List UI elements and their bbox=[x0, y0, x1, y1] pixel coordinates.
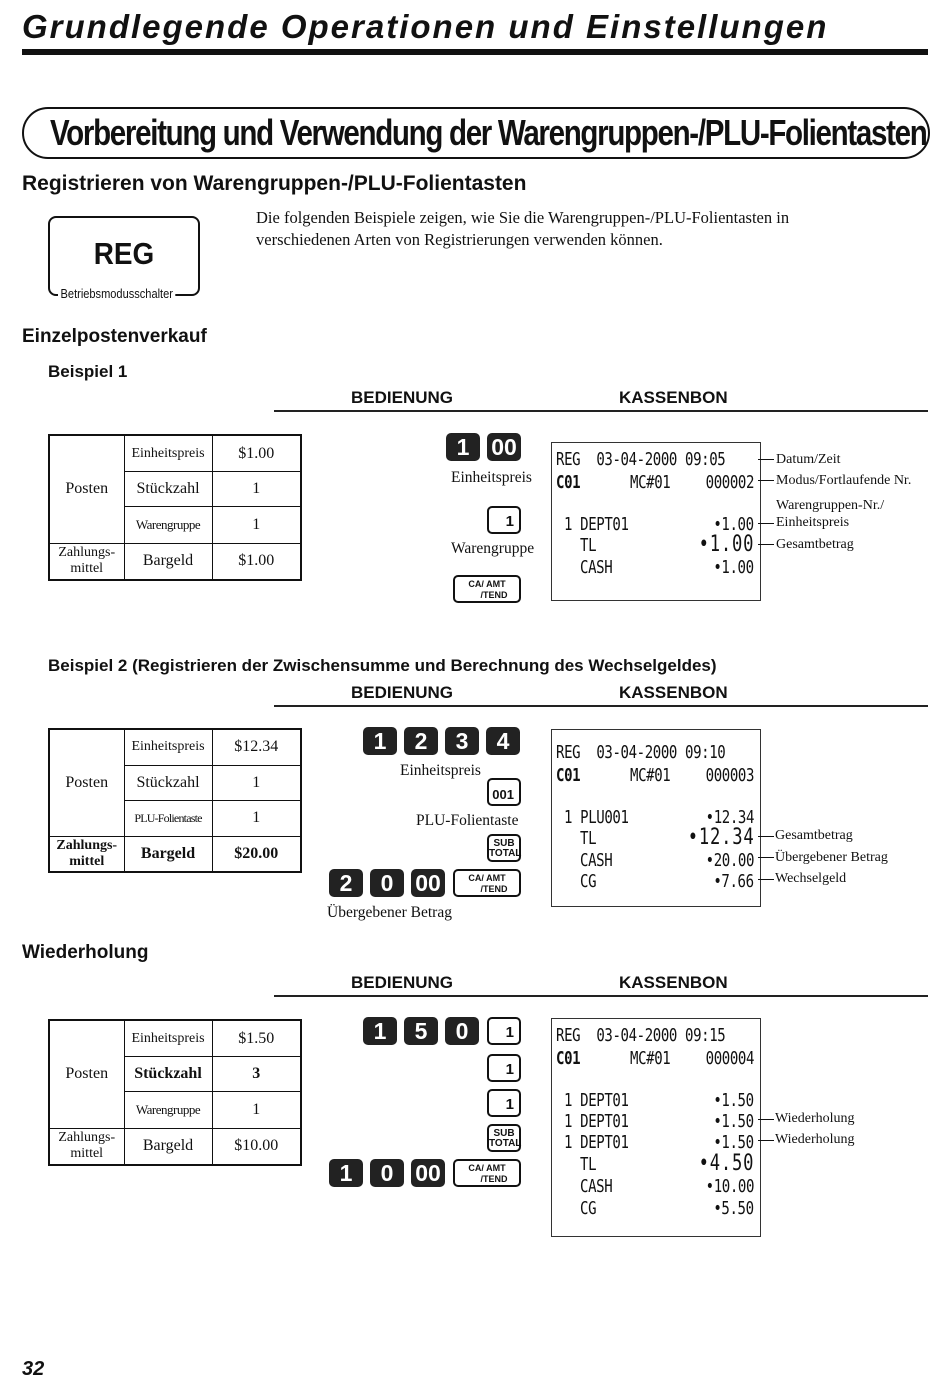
table-value: 1 bbox=[212, 1092, 301, 1129]
section-title: Registrieren von Warengruppen-/PLU-Folientasten bbox=[22, 172, 527, 195]
table-value: $1.00 bbox=[212, 543, 301, 580]
table-value: $10.00 bbox=[212, 1128, 301, 1165]
receipt-line-label: 1 DEPT01 bbox=[564, 1132, 629, 1153]
table-label: Stückzahl bbox=[124, 1057, 212, 1092]
receipt-line-amount: •5.50 bbox=[713, 1198, 754, 1219]
receipt-line-amount: •1.50 bbox=[713, 1132, 754, 1153]
annotation-repeat: Wiederholung bbox=[775, 1111, 855, 1126]
annotation-mode-consecutive: Modus/Fortlaufende Nr. bbox=[776, 473, 912, 488]
sub-key-top: SUB bbox=[493, 838, 515, 849]
cash-amount-tender-key[interactable] bbox=[453, 1159, 521, 1187]
receipt-consecutive-no: 000004 bbox=[705, 1048, 754, 1069]
receipt-consecutive-no: 000002 bbox=[705, 472, 754, 493]
receipt-line-label: TL bbox=[580, 828, 597, 849]
example2-input-table bbox=[48, 728, 302, 873]
annotation-leader bbox=[758, 1119, 774, 1120]
example3-operation-heading: BEDIENUNG bbox=[351, 973, 454, 992]
subheading-repetition: Wiederholung bbox=[22, 942, 149, 963]
tendered-label: Übergebener Betrag bbox=[327, 904, 452, 921]
table-label: Stückzahl bbox=[124, 765, 212, 800]
annotation-repeat: Wiederholung bbox=[775, 1132, 855, 1147]
table-value: 1 bbox=[212, 507, 301, 544]
receipt-consecutive-no: 000003 bbox=[705, 765, 754, 786]
annotation-unit-price: Einheitspreis bbox=[776, 515, 850, 530]
annotation-leader bbox=[758, 879, 774, 880]
mode-switch-label: REG bbox=[93, 236, 155, 271]
table-value: $20.00 bbox=[212, 836, 301, 872]
annotation-leader bbox=[758, 544, 774, 545]
receipt-line-label: 1 PLU001 bbox=[564, 807, 629, 828]
numeric-key[interactable]: 0 bbox=[370, 1159, 404, 1187]
table-value: 1 bbox=[212, 765, 301, 800]
table-group-payment: Zahlungs- mittel bbox=[49, 543, 124, 580]
numeric-key-00[interactable]: 00 bbox=[411, 1159, 445, 1187]
unit-price-label: Einheitspreis bbox=[400, 762, 481, 779]
page-title: Grundlegende Operationen und Einstellungen bbox=[22, 8, 829, 45]
annotation-dept-no: Warengruppen-Nr./ bbox=[776, 498, 885, 513]
annotation-date-time: Datum/Zeit bbox=[776, 452, 841, 467]
example1-receipt bbox=[551, 442, 761, 601]
numeric-key[interactable]: 4 bbox=[486, 727, 520, 755]
annotation-leader bbox=[758, 523, 774, 524]
table-value: 3 bbox=[212, 1057, 301, 1092]
receipt-line-label: 1 DEPT01 bbox=[564, 1111, 629, 1132]
table-group-payment: Zahlungs- mittel bbox=[49, 1128, 124, 1165]
example3-receipt-heading: KASSENBON bbox=[619, 973, 728, 992]
receipt-line-amount: •1.00 bbox=[713, 514, 754, 535]
department-key-number: 1 bbox=[505, 1024, 514, 1041]
table-group-item: Posten bbox=[49, 729, 124, 836]
receipt-header: REG 03-04-2000 09:15 bbox=[556, 1025, 726, 1046]
receipt-machine: MC#01 bbox=[630, 472, 671, 493]
sub-key-bottom: TOTAL bbox=[489, 1138, 522, 1149]
example3-input-table bbox=[48, 1019, 302, 1166]
table-value: 1 bbox=[212, 800, 301, 836]
example2-rule bbox=[274, 705, 928, 707]
receipt-line-label: CASH bbox=[580, 850, 613, 871]
receipt-mode: C01 bbox=[556, 472, 581, 493]
table-label: Warengruppe bbox=[124, 1092, 212, 1129]
department-key[interactable] bbox=[487, 1054, 521, 1082]
unit-price-label: Einheitspreis bbox=[451, 469, 532, 486]
receipt-machine: MC#01 bbox=[630, 765, 671, 786]
table-label: Einheitspreis bbox=[124, 729, 212, 765]
example1-title: Beispiel 1 bbox=[48, 362, 128, 381]
receipt-line-label: CG bbox=[580, 1198, 597, 1219]
receipt-header: REG 03-04-2000 09:10 bbox=[556, 742, 726, 763]
receipt-line-amount: •1.50 bbox=[713, 1090, 754, 1111]
numeric-key[interactable]: 1 bbox=[363, 1017, 397, 1045]
numeric-key[interactable]: 1 bbox=[446, 433, 480, 461]
annotation-leader bbox=[758, 836, 774, 837]
receipt-line-label: TL bbox=[580, 535, 597, 556]
table-value: $1.50 bbox=[212, 1020, 301, 1057]
numeric-key[interactable]: 5 bbox=[404, 1017, 438, 1045]
example2-operation-heading: BEDIENUNG bbox=[351, 683, 454, 702]
table-label: Stückzahl bbox=[124, 472, 212, 507]
ca-key-top: CA/ AMT bbox=[468, 579, 506, 589]
example1-operation-heading: BEDIENUNG bbox=[351, 388, 454, 407]
example1-rule bbox=[274, 410, 928, 412]
numeric-key[interactable]: 0 bbox=[370, 869, 404, 897]
receipt-line-amount: •1.00 bbox=[713, 557, 754, 578]
numeric-key[interactable]: 2 bbox=[404, 727, 438, 755]
numeric-key[interactable]: 1 bbox=[329, 1159, 363, 1187]
annotation-leader bbox=[758, 459, 774, 460]
receipt-line-label: 1 DEPT01 bbox=[564, 514, 629, 535]
table-label: Bargeld bbox=[124, 1128, 212, 1165]
receipt-line-amount: •12.34 bbox=[705, 807, 754, 828]
receipt-line-label: TL bbox=[580, 1154, 597, 1175]
section-banner bbox=[22, 107, 930, 159]
example2-title: Beispiel 2 (Registrieren der Zwischensumme und Berechnung des Wechselgeldes) bbox=[48, 656, 717, 675]
numeric-key[interactable]: 1 bbox=[363, 727, 397, 755]
annotation-total: Gesamtbetrag bbox=[775, 828, 853, 843]
example1-input-table bbox=[48, 434, 302, 581]
plu-label: PLU-Folientaste bbox=[416, 812, 519, 829]
receipt-line-amount: •7.66 bbox=[713, 871, 754, 892]
subtotal-key[interactable] bbox=[487, 1124, 521, 1152]
receipt-line-label: CASH bbox=[580, 1176, 613, 1197]
ca-key-top: CA/ AMT bbox=[468, 873, 506, 883]
department-key[interactable] bbox=[487, 1017, 521, 1045]
page-number: 32 bbox=[22, 1358, 45, 1380]
example3-rule bbox=[274, 995, 928, 997]
receipt-line-label: CG bbox=[580, 871, 597, 892]
receipt-line-amount: •1.50 bbox=[713, 1111, 754, 1132]
ca-key-top: CA/ AMT bbox=[468, 1163, 506, 1173]
table-label: Einheitspreis bbox=[124, 435, 212, 472]
sub-key-top: SUB bbox=[493, 1128, 515, 1139]
table-label: Bargeld bbox=[124, 543, 212, 580]
annotation-leader bbox=[758, 1140, 774, 1141]
title-rule bbox=[22, 49, 928, 55]
department-key-number: 1 bbox=[505, 1096, 514, 1113]
annotation-leader bbox=[758, 857, 774, 858]
receipt-total-amount: •1.00 bbox=[698, 532, 754, 557]
annotation-leader bbox=[758, 480, 774, 481]
receipt-line-amount: •10.00 bbox=[705, 1176, 754, 1197]
department-key[interactable] bbox=[487, 1089, 521, 1117]
table-group-payment: Zahlungs- mittel bbox=[49, 836, 124, 872]
receipt-mode: C01 bbox=[556, 765, 581, 786]
table-group-item: Posten bbox=[49, 435, 124, 543]
ca-key-bottom: /TEND bbox=[480, 884, 508, 894]
mode-switch-caption: Betriebsmodusschalter bbox=[58, 286, 175, 301]
numeric-key[interactable]: 2 bbox=[329, 869, 363, 897]
receipt-line-amount: •20.00 bbox=[705, 850, 754, 871]
example2-receipt bbox=[551, 729, 761, 907]
table-label: Einheitspreis bbox=[124, 1020, 212, 1057]
cash-amount-tender-key[interactable] bbox=[453, 575, 521, 603]
table-value: $12.34 bbox=[212, 729, 301, 765]
receipt-line-label: CASH bbox=[580, 557, 613, 578]
table-value: $1.00 bbox=[212, 435, 301, 472]
department-label: Warengruppe bbox=[451, 540, 535, 557]
plu-key-number: 001 bbox=[492, 787, 514, 802]
table-value: 1 bbox=[212, 472, 301, 507]
annotation-total: Gesamtbetrag bbox=[776, 537, 854, 552]
numeric-key[interactable]: 0 bbox=[445, 1017, 479, 1045]
ca-key-bottom: /TEND bbox=[480, 590, 508, 600]
annotation-tendered: Übergebener Betrag bbox=[775, 850, 888, 865]
receipt-total-amount: •12.34 bbox=[687, 825, 754, 850]
ca-key-bottom: /TEND bbox=[480, 1174, 508, 1184]
table-label: PLU-Folientaste bbox=[124, 800, 212, 836]
receipt-machine: MC#01 bbox=[630, 1048, 671, 1069]
example2-receipt-heading: KASSENBON bbox=[619, 683, 728, 702]
department-key[interactable] bbox=[487, 506, 521, 534]
banner-title: Vorbereitung und Verwendung der Warengruppen-/PLU-Folientasten bbox=[50, 112, 927, 153]
subheading-single-item: Einzelpostenverkauf bbox=[22, 326, 207, 347]
receipt-header: REG 03-04-2000 09:05 bbox=[556, 449, 726, 470]
sub-key-bottom: TOTAL bbox=[489, 848, 522, 859]
table-label: Warengruppe bbox=[124, 507, 212, 544]
numeric-key-00[interactable]: 00 bbox=[411, 869, 445, 897]
receipt-total-amount: •4.50 bbox=[698, 1151, 754, 1176]
table-label: Bargeld bbox=[124, 836, 212, 872]
receipt-mode: C01 bbox=[556, 1048, 581, 1069]
receipt-line-label: 1 DEPT01 bbox=[564, 1090, 629, 1111]
subtotal-key[interactable] bbox=[487, 834, 521, 862]
example1-receipt-heading: KASSENBON bbox=[619, 388, 728, 407]
example3-receipt bbox=[551, 1018, 761, 1237]
intro-text: Die folgenden Beispiele zeigen, wie Sie die Warengruppen-/PLU-Folientasten in verschiedenen Arten von Registrierungen verwenden können. bbox=[256, 208, 790, 249]
numeric-key-00[interactable]: 00 bbox=[487, 433, 521, 461]
cash-amount-tender-key[interactable] bbox=[453, 869, 521, 897]
numeric-key[interactable]: 3 bbox=[445, 727, 479, 755]
annotation-change: Wechselgeld bbox=[775, 871, 847, 886]
department-key-number: 1 bbox=[505, 513, 514, 530]
department-key-number: 1 bbox=[505, 1061, 514, 1078]
table-group-item: Posten bbox=[49, 1020, 124, 1128]
plu-key[interactable] bbox=[487, 778, 521, 806]
